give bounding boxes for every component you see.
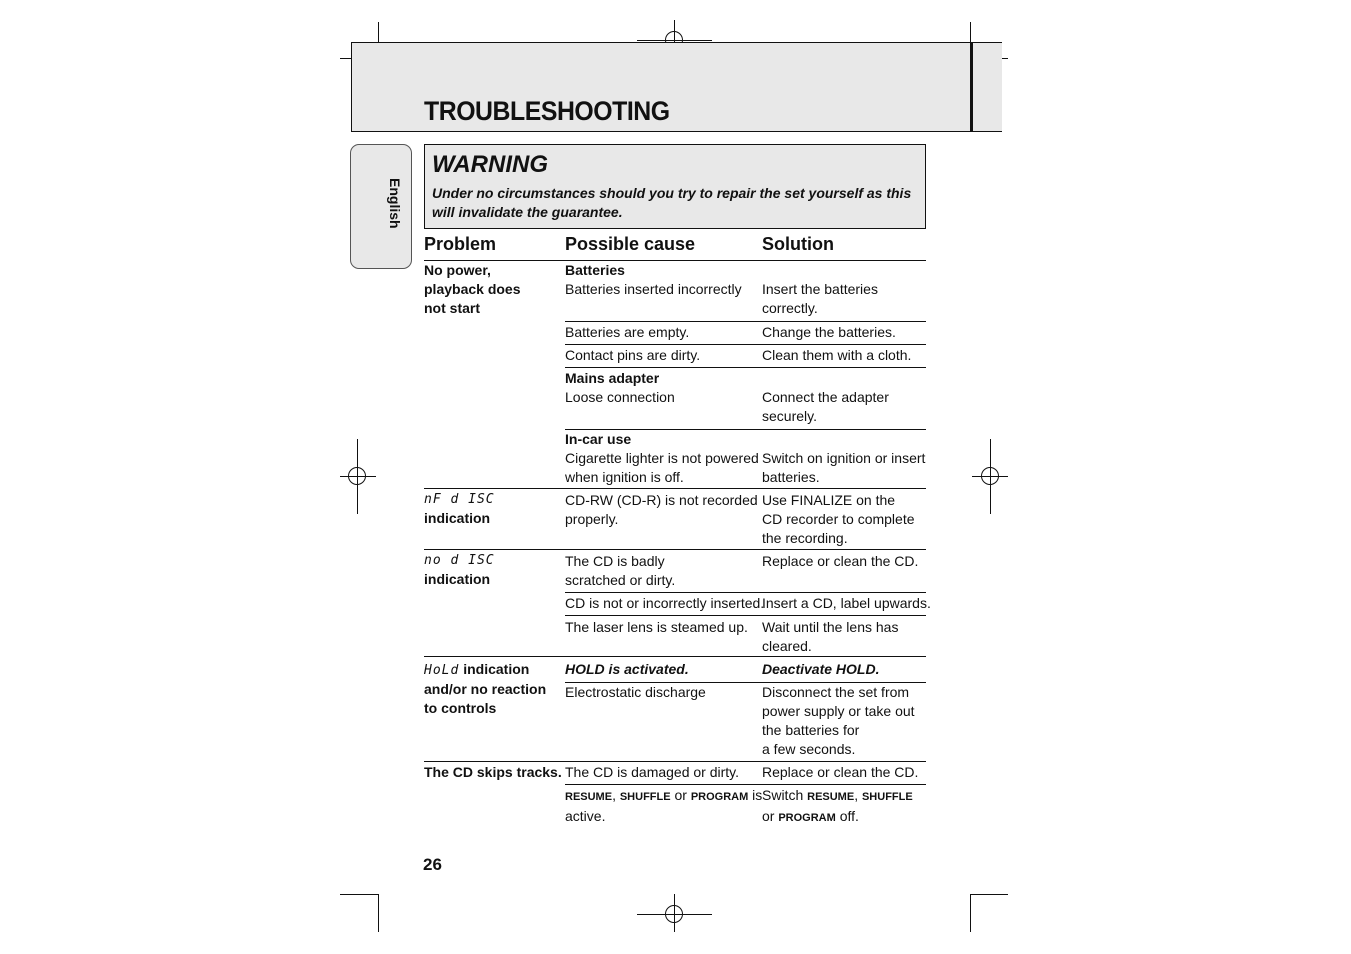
table-rule [565,321,926,322]
column-header-cause: Possible cause [565,234,696,254]
table-rule [565,367,926,368]
warning-box [424,144,926,229]
solution-batteries-empty: Change the batteries. [762,324,896,340]
table-rule [565,592,926,593]
cause-batteries-empty: Batteries are empty. [565,324,690,340]
solution-modes-off: Switch RESUME, SHUFFLE or PROGRAM off. [762,787,913,824]
column-header-solution: Solution [762,234,834,254]
table-rule [424,656,926,657]
cause-cd-not-inserted: CD is not or incorrectly inserted. [565,595,765,611]
solution-cd-damaged: Replace or clean the CD. [762,764,919,780]
solution-batteries-incorrect: Insert the batteries correctly. [762,281,878,316]
warning-title: WARNING [432,151,548,178]
cause-cd-damaged: The CD is damaged or dirty. [565,764,740,780]
crop-mark [970,894,1008,895]
table-rule [424,761,926,762]
cause-heading-batteries: Batteries [565,262,625,278]
cause-loose-connection: Loose connection [565,389,675,405]
registration-mark-icon [990,439,991,514]
registration-mark-icon [357,439,358,514]
cause-cigarette-lighter: Cigarette lighter is not powered when ignition is off. [565,450,759,485]
cause-hold-activated: HOLD is activated. [565,661,689,677]
cause-heading-car: In-car use [565,431,632,447]
cause-heading-mains: Mains adapter [565,370,660,386]
solution-lens-steamed: Wait until the lens has cleared. [762,619,899,654]
solution-cigarette-lighter: Switch on ignition or insert batteries. [762,450,926,485]
language-label: English [387,178,403,229]
problem-hold: HoLd indication and/or no reaction to controls [424,661,547,716]
cause-cd-scratched: The CD is badly scratched or dirty. [565,553,676,588]
crop-mark [340,894,378,895]
crop-mark [378,894,379,932]
problem-no-disc: no d ISC indication [424,553,495,587]
header-band-edge [971,42,1002,132]
column-header-problem: Problem [424,234,497,254]
problem-no-power: No power, playback does not start [424,262,521,316]
problem-nf-disc: nF d ISC indication [424,492,495,526]
solution-contacts-dirty: Clean them with a cloth. [762,347,912,363]
lcd-display-text: nF d ISC [424,492,495,507]
registration-mark-icon [674,894,675,932]
solution-cd-scratched: Replace or clean the CD. [762,553,919,569]
cause-electrostatic: Electrostatic discharge [565,684,706,700]
cause-cdrw-not-recorded: CD-RW (CD-R) is not recorded properly. [565,492,758,527]
warning-text: Under no circumstances should you try to repair the set yourself as this will invalidate the guarantee. [432,185,912,220]
solution-cdrw-finalize: Use FINALIZE on the CD recorder to complete the recording. [762,492,915,546]
table-rule [565,615,926,616]
table-rule [424,488,926,489]
solution-electrostatic: Disconnect the set from power supply or take out the batteries for a few seconds. [762,684,915,757]
cause-modes-active: RESUME, SHUFFLE or PROGRAM is active. [565,787,763,824]
solution-loose-connection: Connect the adapter securely. [762,389,889,424]
cause-contacts-dirty: Contact pins are dirty. [565,347,701,363]
registration-mark-icon [340,476,376,477]
table-rule [424,549,926,550]
cause-lens-steamed: The laser lens is steamed up. [565,619,748,635]
lcd-display-text: no d ISC [424,553,495,568]
table-rule [565,344,926,345]
page-title: TROUBLESHOOTING [424,96,670,126]
solution-cd-not-inserted: Insert a CD, label upwards. [762,595,931,611]
page-number: 26 [423,855,442,874]
problem-skips: The CD skips tracks. [424,764,562,780]
cause-batteries-incorrect: Batteries inserted incorrectly [565,281,742,297]
table-rule [565,784,926,785]
solution-deactivate-hold: Deactivate HOLD. [762,661,880,677]
lcd-display-text: HoLd [424,663,460,678]
crop-mark [970,894,971,932]
